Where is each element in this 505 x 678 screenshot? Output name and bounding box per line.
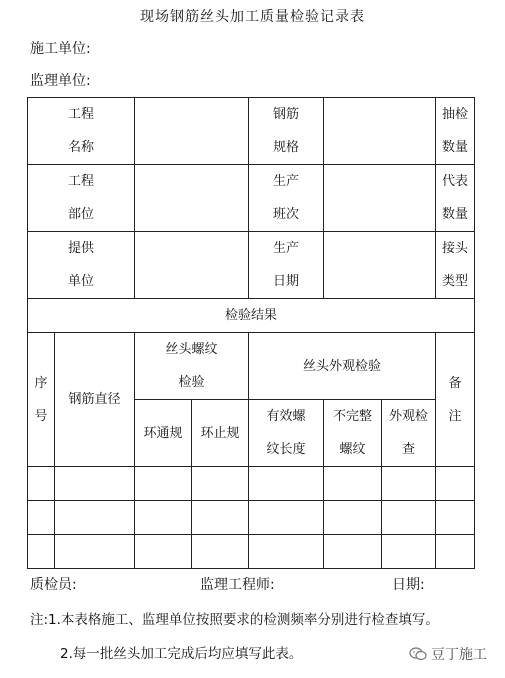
note-2: 2.每一批丝头加工完成后均应填写此表。 (60, 646, 303, 662)
label-supplier: 提供 单位 (28, 232, 135, 299)
label-represent-qty: 代表 数量 (436, 165, 475, 232)
form-title: 现场钢筋丝头加工质量检验记录表 (140, 9, 365, 25)
value-rebar-spec[interactable] (324, 98, 436, 165)
value-supplier[interactable] (135, 232, 249, 299)
supervision-unit-label: 监理单位: (30, 73, 91, 89)
inspection-table (27, 97, 475, 569)
col-appearance-header: 丝头外观检验 (249, 333, 436, 400)
note-1: 注:1.本表格施工、监理单位按照要求的检测频率分别进行检查填写。 (30, 612, 439, 628)
col-remark-header: 备 注 (436, 333, 475, 467)
value-project-name[interactable] (135, 98, 249, 165)
info-row-1 (28, 98, 475, 165)
sub-effective-length: 有效螺 纹长度 (249, 400, 324, 467)
watermark (409, 644, 487, 664)
sub-nogo-gauge: 环止规 (192, 400, 249, 467)
info-row-2 (28, 165, 475, 232)
value-project-part[interactable] (135, 165, 249, 232)
label-shift: 生产 班次 (249, 165, 324, 232)
label-joint-type: 接头 类型 (436, 232, 475, 299)
label-project-part: 工程 部位 (28, 165, 135, 232)
inspection-result-header: 检验结果 (28, 299, 475, 333)
watermark-text: 豆丁施工 (431, 647, 487, 663)
date-label: 日期: (392, 577, 425, 593)
label-sample-qty: 抽检 数量 (436, 98, 475, 165)
value-shift[interactable] (324, 165, 436, 232)
construction-unit-label: 施工单位: (30, 41, 91, 57)
value-production-date[interactable] (324, 232, 436, 299)
result-header-row (28, 299, 475, 333)
wechat-logo-icon (409, 647, 427, 661)
col-seq-header: 序 号 (28, 333, 55, 467)
sub-incomplete-thread: 不完整 螺纹 (324, 400, 382, 467)
engineer-label: 监理工程师: (200, 577, 275, 593)
column-header-row-1 (28, 333, 475, 400)
sub-go-gauge: 环通规 (135, 400, 192, 467)
table-row (28, 535, 475, 569)
table-row (28, 467, 475, 501)
col-thread-check-header: 丝头螺纹 检验 (135, 333, 249, 400)
label-project-name: 工程 名称 (28, 98, 135, 165)
inspector-label: 质检员: (30, 577, 77, 593)
label-rebar-spec: 钢筋 规格 (249, 98, 324, 165)
label-production-date: 生产 日期 (249, 232, 324, 299)
table-row (28, 501, 475, 535)
info-row-3 (28, 232, 475, 299)
col-diameter-header: 钢筋直径 (55, 333, 135, 467)
sub-visual-check: 外观检 查 (382, 400, 436, 467)
